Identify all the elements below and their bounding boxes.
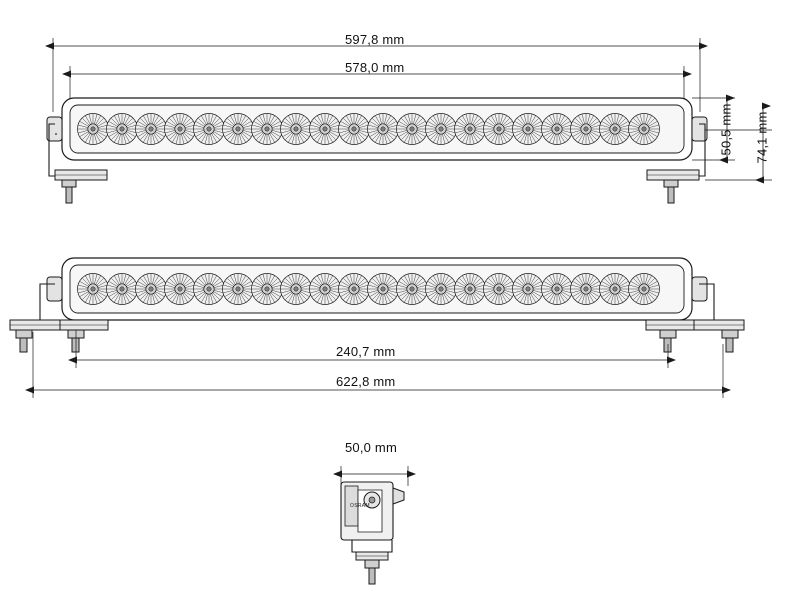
dim-label-overall-length-outer: 597,8 mm	[345, 32, 405, 47]
hinge-left-top	[47, 277, 62, 301]
bolt-side	[369, 568, 375, 584]
nut-side	[365, 560, 379, 568]
dim-label-depth: 50,0 mm	[345, 440, 397, 455]
dim-label-overall-length-brackets: 622,8 mm	[336, 374, 396, 389]
connector-side	[393, 488, 404, 504]
brand-mark-label: OSRAM	[350, 503, 370, 509]
bracket-left-plate	[55, 170, 107, 203]
hinge-right-top	[692, 277, 707, 301]
bracket-side	[352, 540, 392, 552]
dim-label-overall-height: 74,1 mm	[754, 111, 770, 164]
dim-label-housing-length: 578,0 mm	[345, 60, 405, 75]
dim-label-housing-height: 50,5 mm	[718, 103, 734, 156]
dim-label-bracket-spacing: 240,7 mm	[336, 344, 396, 359]
view-front	[47, 38, 772, 203]
bracket-right-plate	[647, 170, 699, 203]
view-side	[341, 466, 408, 584]
